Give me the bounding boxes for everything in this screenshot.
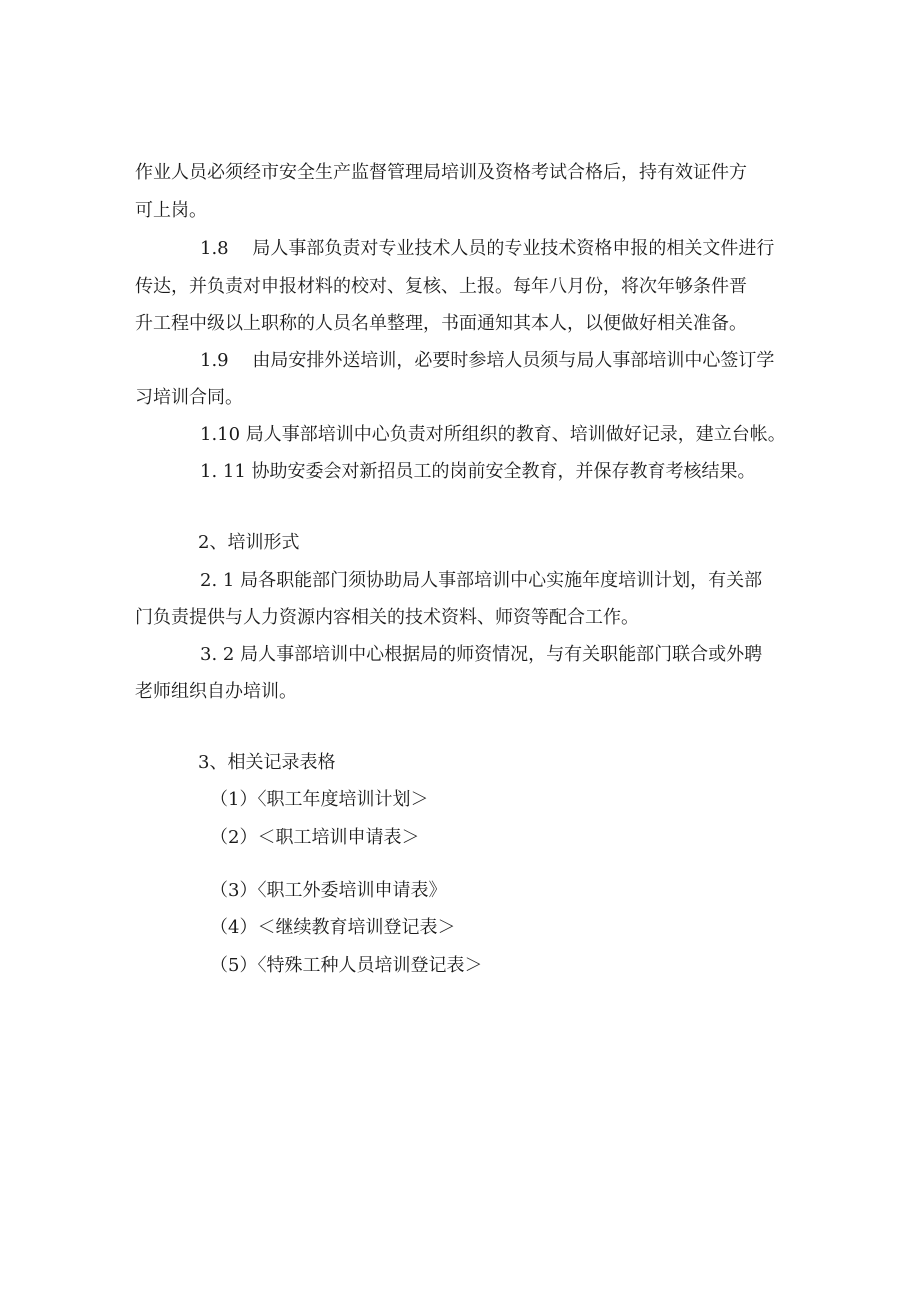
- item-1-8-line-3: 升工程中级以上职称的人员名单整理，书面通知其本人，以便做好相关准备。: [135, 313, 747, 334]
- item-1-11: 1. 11 协助安委会对新招员工的岗前安全教育，并保存教育考核结果。: [200, 461, 756, 482]
- intro-line-1: 作业人员必须经市安全生产监督管理局培训及资格考试合格后，持有效证件方: [135, 162, 747, 183]
- item-2-2-line-2: 老师组织自办培训。: [135, 681, 297, 702]
- form-item: （1）〈职工年度培训计划＞: [210, 789, 429, 810]
- section-3-heading: 3、相关记录表格: [198, 752, 336, 773]
- form-item: （3）〈职工外委培训申请表》: [210, 880, 447, 901]
- item-1-9-line-2: 习培训合同。: [135, 387, 243, 408]
- item-1-10: 1.10 局人事部培训中心负责对所组织的教育、培训做好记录，建立台帐。: [200, 424, 786, 445]
- item-1-9-line-1: 1.9 由局安排外送培训，必要时参培人员须与局人事部培训中心签订学: [200, 350, 775, 371]
- form-item: （5）〈特殊工种人员培训登记表＞: [210, 955, 483, 976]
- item-2-1-line-2: 门负责提供与人力资源内容相关的技术资料、师资等配合工作。: [135, 607, 639, 628]
- intro-line-2: 可上岗。: [135, 200, 207, 221]
- item-2-2-line-1: 3. 2 局人事部培训中心根据局的师资情况，与有关职能部门联合或外聘: [200, 644, 763, 665]
- item-2-1-line-1: 2. 1 局各职能部门须协助局人事部培训中心实施年度培训计划，有关部: [200, 570, 763, 591]
- item-1-8-line-2: 传达，并负责对申报材料的校对、复核、上报。每年八月份，将次年够条件晋: [135, 276, 747, 297]
- form-item: （4）＜继续教育培训登记表＞: [210, 917, 456, 938]
- section-2-heading: 2、培训形式: [198, 532, 300, 553]
- item-1-8-line-1: 1.8 局人事部负责对专业技术人员的专业技术资格申报的相关文件进行: [200, 238, 775, 259]
- form-item: （2）＜职工培训申请表＞: [210, 827, 420, 848]
